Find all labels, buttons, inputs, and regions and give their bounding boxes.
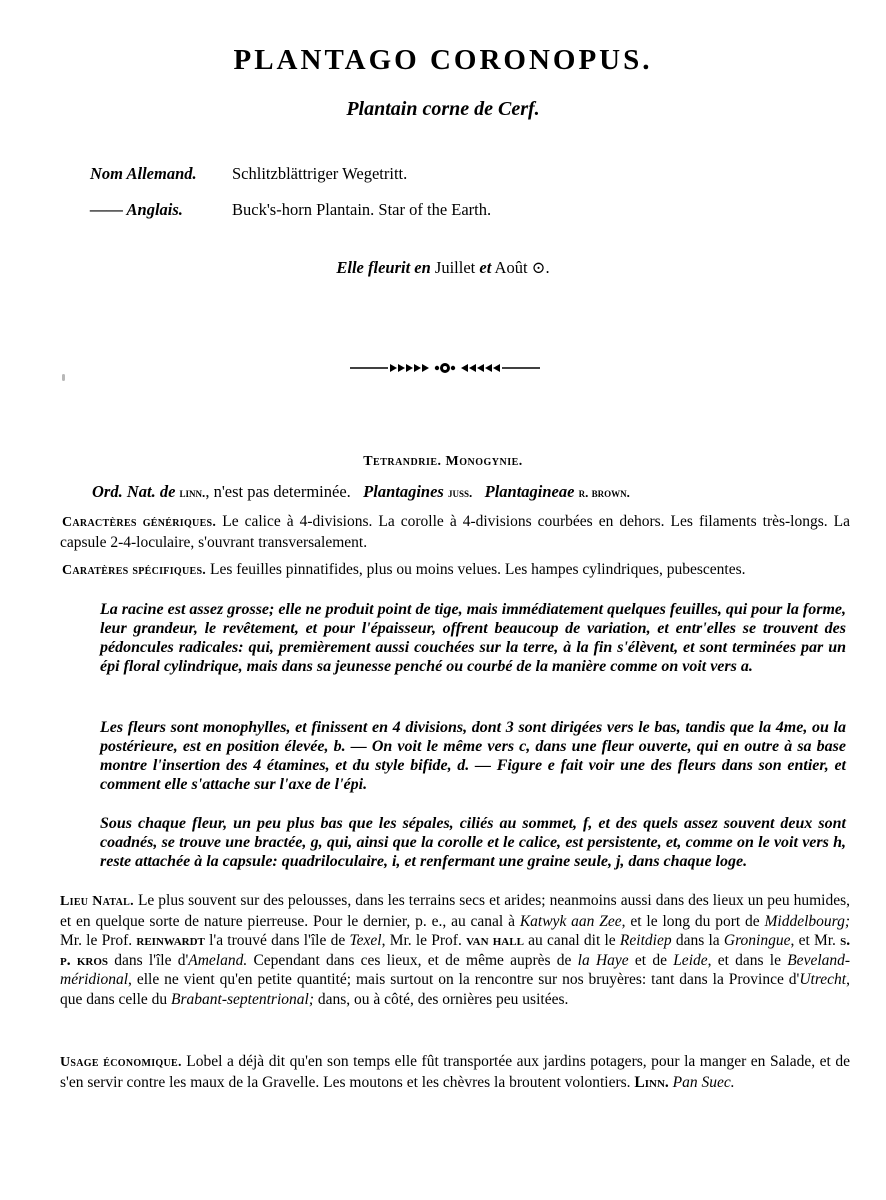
habitat-heading: Lieu Natal. <box>60 894 134 909</box>
specific-heading: Caratères spécifiques. <box>62 563 207 578</box>
habitat-text-7: dans la <box>675 932 720 949</box>
linnaean-class: Tetrandrie. Monogynie. <box>363 454 523 469</box>
usage-pan-suec: Pan Suec. <box>672 1073 735 1091</box>
ordnat-part1: Ord. Nat. de <box>92 482 176 501</box>
habitat-text-15: dans, ou à côté, des ornières peu usitées. <box>317 990 569 1008</box>
german-name-row <box>90 164 407 184</box>
habitat-text-1: Le plus souvent sur des pelousses, dans les terrains secs et arides; neanmoins aussi dans des lieux un peu humides, et en quelque sorte de nature pierreuse. Pour le dernier, p. e., au canal à <box>60 892 850 930</box>
usage-linn: Linn. <box>634 1073 669 1091</box>
place-ameland: Ameland. <box>188 951 248 969</box>
habitat-text-5: , Mr. le Prof. <box>381 932 462 949</box>
habitat-text-3: Mr. le Prof. <box>60 932 133 949</box>
ordnat-brown: r. brown. <box>578 485 630 500</box>
specific-characters <box>60 560 850 581</box>
habitat-text-2: , et le long du port de <box>621 912 760 930</box>
person-kros: s. p. kros <box>60 932 851 969</box>
generic-characters <box>60 512 850 553</box>
flowering-month-1: Juillet <box>434 258 476 277</box>
place-leide: Leide <box>673 951 708 969</box>
generic-text: Le calice à 4-divisions. La corolle à 4-divisions courbées en dehors. Les filaments très-longs. La capsule 2-4-loculaire, s'ouvrant transversalement. <box>60 513 851 551</box>
ordnat-linn: linn. <box>179 485 206 500</box>
habitat-paragraph <box>60 891 850 1009</box>
habitat-text-8: , et Mr. <box>790 932 836 949</box>
english-name-label: —— Anglais. <box>90 200 183 219</box>
habitat-text-11: et de <box>634 951 667 969</box>
specific-text: Les feuilles pinnatifides, plus ou moins velues. Les hampes cylindriques, pubescentes. <box>210 561 746 578</box>
person-reinwardt: reinwardt <box>136 932 205 949</box>
place-utrecht: Utrecht <box>799 971 847 988</box>
habitat-text-9: dans l'île d' <box>114 951 189 969</box>
page-title: PLANTAGO CORONOPUS. <box>233 44 653 76</box>
natural-order-line <box>92 482 852 502</box>
flowering-month-2: Août <box>494 258 528 277</box>
flowering-line <box>0 258 886 278</box>
place-katwyk: Katwyk aan Zee <box>519 912 622 930</box>
description-paragraph-root: La racine est assez grosse; elle ne produit point de tige, mais immédiatement quelques feuilles, qui pour la forme, leur grandeur, le revêtement, et pour l'épaisseur, offrent beaucoup de variation, et entr'elles se trouvent des pédoncules radicales: qui, premièrement aussi couchées sur la terre, à la fin s'élèvent, et sont terminées par un épi floral cylindrique, mais dans sa jeunesse penché ou courbé de la manière comme on voit vers a. <box>100 601 846 675</box>
english-name-value: Buck's-horn Plantain. Star of the Earth. <box>232 200 492 219</box>
paper-speck <box>62 374 65 381</box>
place-la-haye: la Haye <box>577 951 629 969</box>
ordnat-plantagines: Plantagines <box>363 482 444 501</box>
english-name-row <box>90 200 491 220</box>
annual-symbol: ⊙. <box>531 258 550 277</box>
habitat-text-14: , que dans celle du <box>60 971 850 1008</box>
habitat-text-6: au canal dit le <box>528 932 616 949</box>
page-subtitle: Plantain corne de Cerf. <box>346 98 540 120</box>
description-paragraph-bract: Sous chaque fleur, un peu plus bas que les sépales, ciliés au sommet, f, et des quels assez souvent deux sont coadnés, se trouve une bractée, g, qui, ainsi que la corolle et le calice, est persistente, et, comme on le voit vers h, reste attachée à la capsule: quadriloculaire, i, et renfermant une graine seule, j, dans chaque loge. <box>100 815 846 870</box>
habitat-text-12: , et dans le <box>707 951 781 969</box>
place-texel: Texel <box>349 932 382 949</box>
flowering-en: en <box>414 258 431 277</box>
habitat-text-4: l'a trouvé dans l'île de <box>209 932 346 949</box>
flowering-prefix: Elle fleurit <box>336 258 411 277</box>
place-reitdiep: Reitdiep <box>619 932 672 949</box>
place-beveland: Beveland-méridional <box>60 951 851 988</box>
ordnat-plantagineae: Plantagineae <box>484 482 575 501</box>
usage-text: Lobel a déjà dit qu'en son temps elle fût transportée aux jardins potagers, pour la manger en Salade, et de s'en servir contre les maux de la Gravelle. Les moutons et les chèvres la broutent volontiers. <box>60 1053 850 1091</box>
place-middelbourg: Middelbourg; <box>764 912 851 930</box>
ordnat-part2: , n'est pas determinée. <box>205 482 351 501</box>
description-paragraph-flowers: Les fleurs sont monophylles, et finissent en 4 divisions, dont 3 sont dirigées vers le bas, tandis que la 4me, ou la postérieure, est en position élevée, b. — On voit le même vers c, dans une fleur ouverte, qui en outre à sa base montre l'insertion des 4 étamines, et du style bifide, d. — Figure e fait voir une des fleurs dans son entier, et comment elle s'attache sur l'axe de l'épi. <box>100 719 846 793</box>
ornament-divider-icon <box>350 360 540 376</box>
ordnat-juss: juss. <box>447 485 473 500</box>
usage-heading: Usage économique. <box>60 1055 182 1070</box>
place-brabant: Brabant-septentrional; <box>171 990 314 1008</box>
person-van-hall: van hall <box>466 932 524 949</box>
german-name-label: Nom Allemand. <box>90 164 197 183</box>
habitat-text-13: , elle ne vient qu'en petite quantité; mais surtout on la rencontre sur nos bruyères: tant dans la Province d' <box>128 971 800 988</box>
place-groningue: Groningue <box>723 932 791 949</box>
usage-paragraph <box>60 1052 850 1092</box>
generic-heading: Caractères génériques. <box>62 515 217 530</box>
german-name-value: Schlitzblättriger Wegetritt. <box>232 164 408 183</box>
flowering-et: et <box>479 258 492 277</box>
habitat-text-10: Cependant dans ces lieux, et de même auprès de <box>253 951 572 969</box>
